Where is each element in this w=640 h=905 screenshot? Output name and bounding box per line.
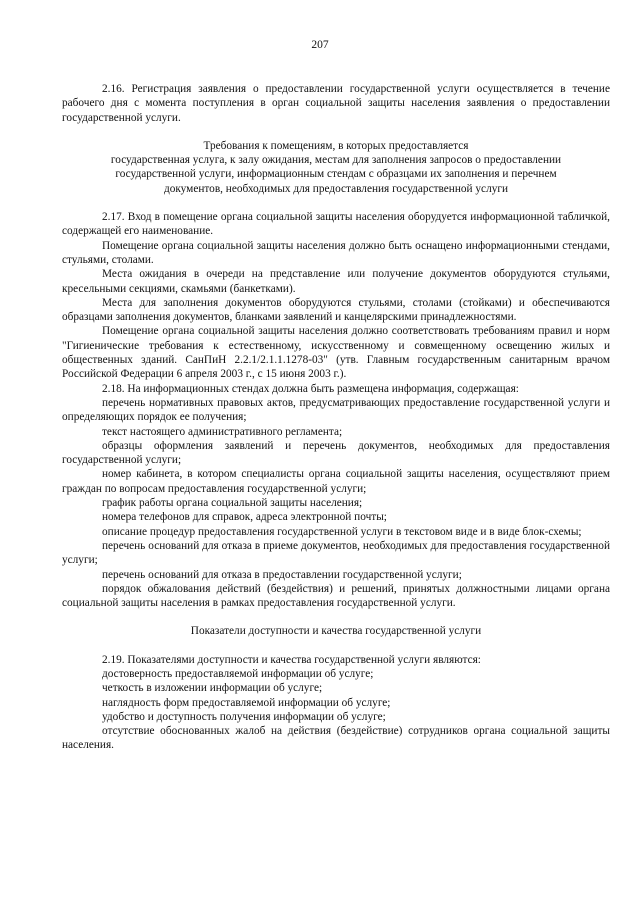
list-item: номера телефонов для справок, адреса электронной почты; xyxy=(102,511,387,524)
paragraph-2-18: 2.18. На информационных стендах должна быть размещена информация, содержащая: xyxy=(102,382,519,395)
spacer xyxy=(62,610,610,624)
paragraph: Места ожидания в очереди на представление или получение документов оборудуются стульями, кресельными секциями, скамьями (банкетками). xyxy=(62,268,610,295)
paragraph-2-17: 2.17. Вход в помещение органа социальной защиты населения оборудуется информационной табличкой, содержащей его наименование. xyxy=(62,211,610,238)
paragraph: Помещение органа социальной защиты населения должно быть оснащено информационными стендами, стульями, столами. xyxy=(62,239,610,266)
heading-quality-indicators: Показатели доступности и качества государственной услуги xyxy=(190,625,482,638)
list-item: отсутствие обоснованных жалоб на действия (бездействие) сотрудников органа социальной защиты населения. xyxy=(62,725,610,752)
list-item: наглядность форм предоставляемой информации об услуге; xyxy=(102,696,391,709)
spacer xyxy=(62,125,610,139)
heading-line: документов, необходимых для предоставления государственной услуги xyxy=(163,182,509,195)
paragraph: Помещение органа социальной защиты населения должно соответствовать требованиям правил и норм "Гигиенические требования к естественному, искусственному и совмещенному освещению жилых и общественных зданий. СанПиН 2.2.1/2.1.1.1278-03" (утв. Главным государственным санитарным врачом Российской Федерации 6 апреля 2003 г., с 15 июня 2003 г.). xyxy=(62,325,610,381)
spacer xyxy=(62,639,610,653)
list-item: порядок обжалования действий (бездействия) и решений, принятых должностными лицами органа социальной защиты населения в рамках предоставления государственной услуги. xyxy=(62,582,610,610)
list-item: номер кабинета, в котором специалисты органа социальной защиты населения, осуществляют прием граждан по вопросам предоставления государственной услуги; xyxy=(62,468,610,495)
heading-line: государственной услуги, информационным стендам с образцами их заполнения и перечнем xyxy=(115,168,557,181)
list-item: перечень оснований для отказа в приеме документов, необходимых для предоставления государственной услуги; xyxy=(62,539,610,567)
list-item: достоверность предоставляемой информации об услуге; xyxy=(102,667,374,680)
paragraph-2-16: 2.16. Регистрация заявления о предоставлении государственной услуги осуществляется в течение рабочего дня с момента поступления в орган социальной защиты населения заявления о предоставлении государственной услуги. xyxy=(62,83,610,124)
heading-line: государственная услуга, к залу ожидания, местам для заполнения запросов о предоставлении xyxy=(110,154,562,167)
list-item: удобство и доступность получения информации об услуге; xyxy=(102,710,386,723)
page-number: 207 xyxy=(311,39,329,51)
paragraph-2-19: 2.19. Показателями доступности и качества государственной услуги являются: xyxy=(102,653,481,666)
list-item: четкость в изложении информации об услуге; xyxy=(102,682,323,695)
document-body xyxy=(62,82,610,753)
list-item: описание процедур предоставления государственной услуги в текстовом виде и в виде блок-схемы; xyxy=(102,525,582,538)
heading-premises-requirements xyxy=(62,139,610,196)
list-item: перечень нормативных правовых актов, предусматривающих предоставление государственной услуги и определяющих порядок ее получения; xyxy=(62,396,610,424)
list-item: перечень оснований для отказа в предоставлении государственной услуги; xyxy=(102,568,462,581)
spacer xyxy=(62,196,610,210)
paragraph: Места для заполнения документов оборудуются стульями, столами (стойками) и обеспечиваются образцами заполнения документов, бланками заявлений и канцелярскими принадлежностями. xyxy=(62,296,610,324)
list-item: график работы органа социальной защиты населения; xyxy=(102,497,363,510)
list-item: текст настоящего административного регламента; xyxy=(102,425,343,438)
heading-line: Требования к помещениям, в которых предоставляется xyxy=(203,139,469,152)
list-item: образцы оформления заявлений и перечень документов, необходимых для предоставления государственной услуги; xyxy=(62,439,610,467)
